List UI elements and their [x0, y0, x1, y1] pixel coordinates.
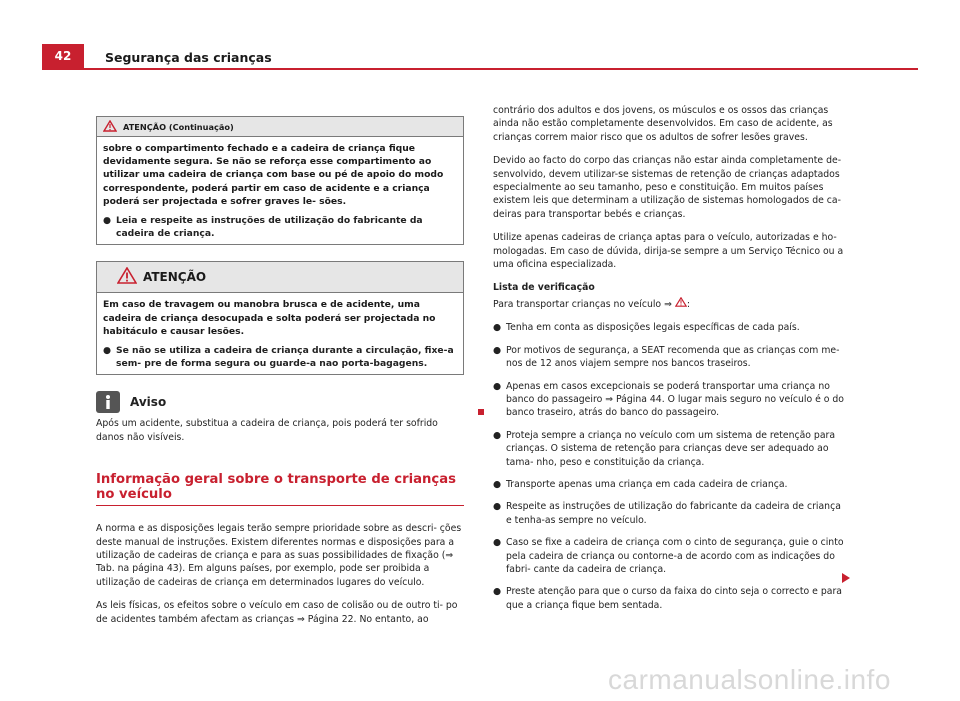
warning-triangle-icon: [103, 120, 117, 134]
list-item: [103, 344, 457, 370]
checklist-intro-end: :: [686, 298, 690, 310]
warning-bullet: Se não se utiliza a cadeira de criança durante a circulação, fixe-a sem- pre de forma segura ou guarde-a nao porta-bagagens.: [116, 345, 454, 370]
list-item: [493, 536, 849, 576]
checklist-intro-text: Para transportar crianças no veículo ⇒: [493, 298, 672, 310]
list-item: [493, 429, 849, 469]
warning-text: Em caso de travagem ou manobra brusca e de acidente, uma cadeira de criança desocupada e solta poderá ser projectada no habitáculo e causar lesões.: [103, 299, 436, 337]
page-title: Segurança das crianças: [105, 50, 272, 65]
checklist-item-text: Respeite as instruções de utilização do fabricante da cadeira de criança e tenha-as sempre no veículo.: [506, 501, 841, 526]
checklist-item-text: Por motivos de segurança, a SEAT recomenda que as crianças com me- nos de 12 anos viajem sempre nos bancos traseiros.: [506, 344, 840, 370]
continue-arrow-icon: [842, 573, 850, 583]
warning-continued-body: [97, 137, 463, 244]
note-title: Aviso: [130, 395, 167, 410]
checklist-item-text: Preste atenção para que o curso da faixa do cinto seja o correcto e para que a criança fique bem sentada.: [506, 586, 842, 611]
right-paragraph-2: Devido ao facto do corpo das crianças não estar ainda completamente de- senvolvido, devem utilizar-se sistemas de retenção de crianças adaptados especialmente ao seu tamanho, peso e constituição. Em muitos países existem leis que determinam a utilização de sistemas homologados de ca- deiras para transportar bebés e crianças.: [493, 155, 842, 220]
bullet-dot-icon: ●: [493, 501, 502, 513]
list-item: [493, 344, 849, 371]
warning-box: [96, 261, 464, 375]
bullet-dot-icon: ●: [493, 478, 502, 490]
bullet-dot-icon: ●: [493, 380, 502, 392]
list-item: [493, 380, 849, 420]
page-number: 42: [42, 44, 84, 68]
list-item: [493, 500, 849, 527]
warning-header: [97, 262, 463, 293]
list-item: [493, 585, 849, 612]
warning-continued-text: sobre o compartimento fechado e a cadeira de criança fique devidamente segura. Se não se reforça esse compartimento ao utilizar uma cadeira de criança com base ou pé de apoio do modo correspondente, poderá partir em caso de acidente e a criança poderá ser projectada e sofrer graves le- sões.: [103, 143, 444, 207]
checklist-item-text: Apenas em casos excepcionais se poderá transportar uma criança no banco do passageiro ⇒ Página 44. O lugar mais seguro no veículo é o do banco traseiro, atrás do banco do passageiro.: [506, 380, 844, 419]
checklist-title: Lista de verificação: [493, 282, 595, 294]
section-end-marker: [478, 409, 484, 415]
right-paragraph-3: Utilize apenas cadeiras de criança aptas para o veículo, autorizadas e ho- mologadas. Em caso de dúvida, dirija-se sempre a um Serviço Técnico ou a uma oficina especializada.: [493, 232, 844, 271]
checklist-item-text: Proteja sempre a criança no veículo com um sistema de retenção para crianças. O sistema de retenção para crianças deve ser adequado ao tama- nho, peso e constituição da criança.: [506, 429, 836, 468]
warning-continued-box: [96, 116, 464, 245]
left-column: [96, 116, 464, 636]
list-item: [103, 214, 457, 240]
bullet-dot-icon: ●: [493, 344, 502, 356]
checklist-item-text: Caso se fixe a cadeira de criança com o cinto de segurança, guie o cinto pela cadeira de criança ou contorne-a de acordo com as indicações do fabri- cante da cadeira de criança.: [506, 537, 844, 575]
bullet-dot-icon: ●: [493, 322, 502, 334]
bullet-dot-icon: ●: [493, 429, 502, 441]
warning-continued-bullet: Leia e respeite as instruções de utilização do fabricante da cadeira de criança.: [116, 215, 423, 240]
section-heading: Informação geral sobre o transporte de crianças no veículo: [96, 472, 464, 506]
note-header: [96, 391, 464, 413]
section-paragraph-1: A norma e as disposições legais terão sempre prioridade sobre as descri- ções deste manual de instruções. Existem diferentes normas e disposições para a utilização de cadeiras de criança e para as suas possibilidades de fixação (⇒ Tab. na página 43). Em alguns países, por exemplo, pode ser proibida a utilização de cadeiras de criança em determinados lugares do veículo.: [96, 523, 462, 588]
warning-continued-title: ATENÇÃO (Continuação): [123, 121, 234, 132]
note-text: Após um acidente, substitua a cadeira de criança, pois poderá ter sofrido danos não visíveis.: [96, 418, 438, 443]
warning-body: [97, 293, 463, 374]
bullet-dot-icon: ●: [103, 215, 112, 227]
info-icon: [96, 391, 120, 413]
warning-triangle-icon: [117, 267, 137, 287]
watermark: carmanualsonline.info: [608, 664, 891, 695]
checklist-item-text: Tenha em conta as disposições legais específicas de cada país.: [506, 322, 800, 334]
checklist-intro: [493, 297, 849, 311]
warning-continued-header: [97, 117, 463, 137]
list-item: [493, 321, 849, 334]
checklist-item-text: Transporte apenas uma criança em cada cadeira de criança.: [506, 478, 788, 490]
right-column: [493, 104, 849, 621]
section-paragraph-2: As leis físicas, os efeitos sobre o veículo em caso de colisão ou de outro ti- po de acidentes também afectam as crianças ⇒ Página 22. No entanto, ao: [96, 600, 458, 625]
bullet-dot-icon: ●: [493, 537, 502, 549]
warning-triangle-icon: [675, 299, 687, 310]
warning-title: ATENÇÃO: [143, 270, 207, 285]
checklist: [493, 321, 849, 612]
bullet-dot-icon: ●: [103, 345, 112, 357]
list-item: [493, 478, 849, 491]
header-rule: [42, 68, 918, 70]
right-paragraph-1: contrário dos adultos e dos jovens, os músculos e os ossos das crianças ainda não estão completamente desenvolvidos. Em caso de acidente, as crianças correm maior risco que os adultos de sofrer lesões graves.: [493, 105, 833, 143]
bullet-dot-icon: ●: [493, 586, 502, 598]
